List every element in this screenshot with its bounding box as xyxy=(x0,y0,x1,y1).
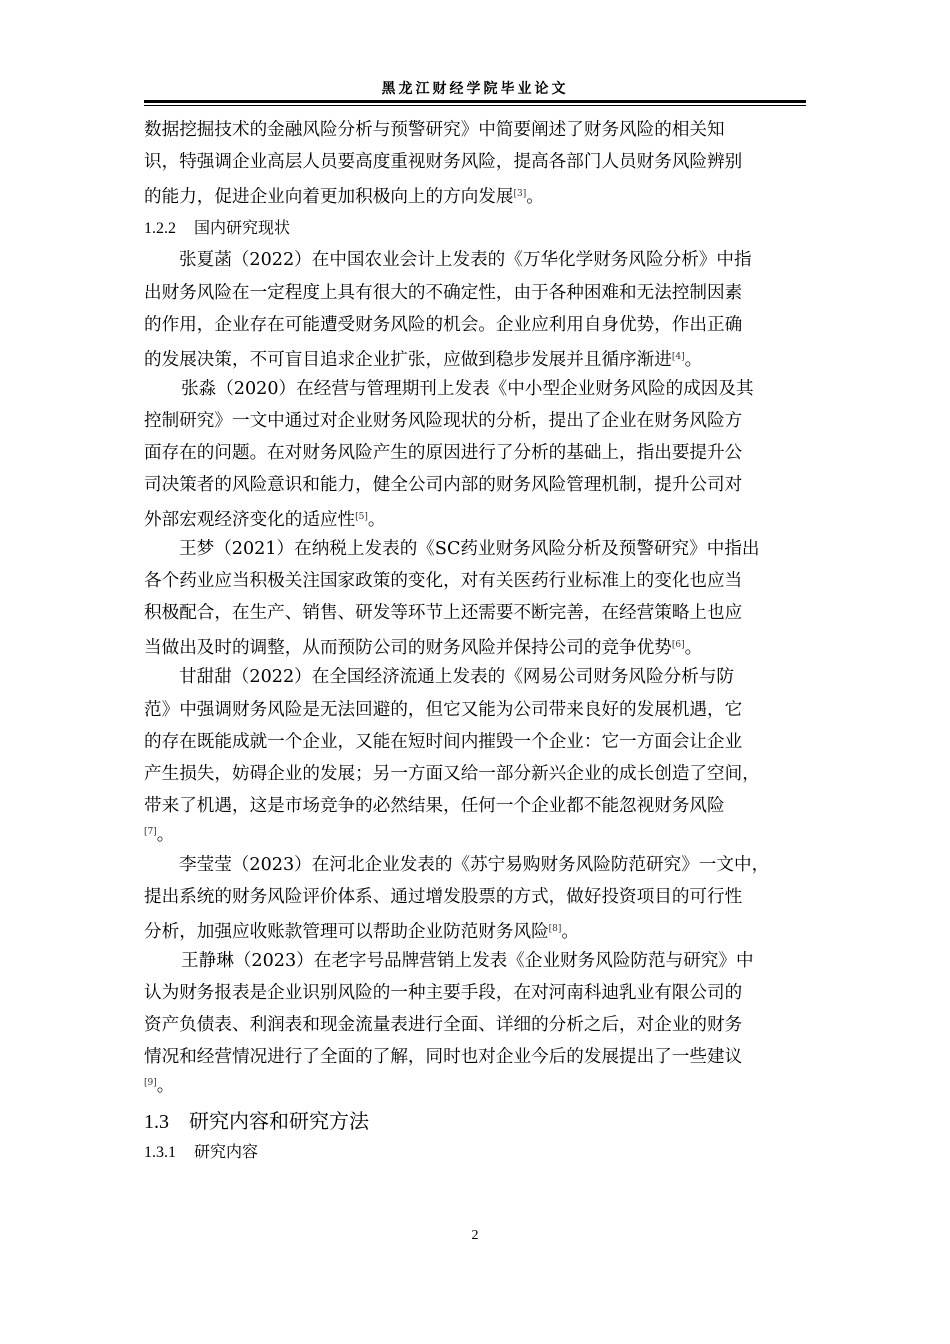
header-rule-thin xyxy=(144,105,806,106)
citation-ref: [4] xyxy=(671,352,685,362)
paragraph-line xyxy=(144,917,579,944)
paragraph-line: 情况和经营情况进行了全面的了解，同时也对企业今后的发展提出了一些建议 xyxy=(144,1047,743,1067)
paragraph-line: 资产负债表、利润表和现金流量表进行全面、详细的分析之后，对企业的财务 xyxy=(144,1015,743,1035)
paragraph-line: 王梦（2021）在纳税上发表的《SC药业财务风险分析及预警研究》中指出 xyxy=(179,539,760,559)
paragraph-line: 的作用，企业存在可能遭受财务风险的机会。企业应利用自身优势，作出正确 xyxy=(144,315,743,335)
page-number: 2 xyxy=(471,1228,479,1243)
period: 。 xyxy=(367,510,386,530)
period: 。 xyxy=(684,638,703,658)
heading-number: 1.3 xyxy=(144,1111,169,1133)
line-text: 的发展决策，不可盲目追求企业扩张，应做到稳步发展并且循序渐进 xyxy=(144,350,672,370)
paragraph-line: 数据挖掘技术的金融风险分析与预警研究》中简要阐述了财务风险的相关知 xyxy=(144,120,725,140)
running-header: 黑龙江财经学院毕业论文 xyxy=(381,81,569,97)
paragraph-line: 王静琳（2023）在老字号品牌营销上发表《企业财务风险防范与研究》中 xyxy=(181,951,754,971)
heading-text: 研究内容 xyxy=(194,1142,259,1161)
paragraph-line: 提出系统的财务风险评价体系、通过增发股票的方式，做好投资项目的可行性 xyxy=(144,887,743,907)
paragraph-line: 各个药业应当积极关注国家政策的变化，对有关医药行业标准上的变化也应当 xyxy=(144,571,743,591)
heading-number: 1.2.2 xyxy=(144,220,176,237)
period: 。 xyxy=(156,825,175,845)
paragraph-line: 李莹莹（2023）在河北企业发表的《苏宁易购财务风险防范研究》一文中， xyxy=(179,855,770,875)
line-text: 的能力，促进企业向着更加积极向上的方向发展 xyxy=(144,187,514,207)
paragraph-line xyxy=(144,820,174,847)
citation-ref: [3] xyxy=(513,189,527,199)
paragraph-line: 面存在的问题。在对财务风险产生的原因进行了分析的基础上，指出要提升公 xyxy=(144,443,743,463)
paragraph-line: 张淼（2020）在经营与管理期刊上发表《中小型企业财务风险的成因及其 xyxy=(181,379,754,399)
section-heading-1-2-2 xyxy=(144,216,290,241)
paragraph-line xyxy=(144,1071,174,1098)
citation-ref: [6] xyxy=(671,640,685,650)
paragraph-line: 甘甜甜（2022）在全国经济流通上发表的《网易公司财务风险分析与防 xyxy=(179,667,734,687)
citation-ref: [9] xyxy=(144,1078,157,1088)
paragraph-line: 出财务风险在一定程度上具有很大的不确定性，由于各种困难和无法控制因素 xyxy=(144,283,743,303)
heading-number: 1.3.1 xyxy=(144,1144,176,1161)
period: 。 xyxy=(561,922,580,942)
paragraph-line: 产生损失，妨碍企业的发展；另一方面又给一部分新兴企业的成长创造了空间， xyxy=(144,764,760,784)
paragraph-line: 张夏菡（2022）在中国农业会计上发表的《万华化学财务风险分析》中指 xyxy=(179,250,752,270)
period: 。 xyxy=(684,350,703,370)
line-text: 当做出及时的调整，从而预防公司的财务风险并保持公司的竞争优势 xyxy=(144,638,672,658)
paragraph-line: 范》中强调财务风险是无法回避的，但它又能为公司带来良好的发展机遇，它 xyxy=(144,700,743,720)
paragraph-line: 识，特强调企业高层人员要高度重视财务风险，提高各部门人员财务风险辨别 xyxy=(144,152,743,172)
citation-ref: [7] xyxy=(144,827,157,837)
line-text: 分析，加强应收账款管理可以帮助企业防范财务风险 xyxy=(144,922,549,942)
paragraph-line: 控制研究》一文中通过对企业财务风险现状的分析，提出了企业在财务风险方 xyxy=(144,411,743,431)
paragraph-line xyxy=(144,633,702,660)
paragraph-line: 积极配合，在生产、销售、研发等环节上还需要不断完善，在经营策略上也应 xyxy=(144,603,743,623)
paragraph-line xyxy=(144,345,702,372)
line-text: 外部宏观经济变化的适应性 xyxy=(144,510,356,530)
citation-ref: [5] xyxy=(355,512,368,522)
section-heading-1-3-1 xyxy=(144,1140,258,1165)
header-rule-thick xyxy=(144,100,806,103)
paragraph-line: 认为财务报表是企业识别风险的一种主要手段，在对河南科迪乳业有限公司的 xyxy=(144,983,743,1003)
paragraph-line xyxy=(144,182,544,209)
heading-text: 国内研究现状 xyxy=(194,218,291,237)
period: 。 xyxy=(526,187,544,207)
period: 。 xyxy=(156,1076,175,1096)
section-heading-1-3 xyxy=(144,1107,369,1136)
paragraph-line: 的存在既能成就一个企业，又能在短时间内摧毁一个企业：它一方面会让企业 xyxy=(144,732,743,752)
paragraph-line xyxy=(144,505,386,532)
paragraph-line: 带来了机遇，这是市场竞争的必然结果，任何一个企业都不能忽视财务风险 xyxy=(144,796,725,816)
paragraph-line: 司决策者的风险意识和能力，健全公司内部的财务风险管理机制，提升公司对 xyxy=(144,475,743,495)
citation-ref: [8] xyxy=(548,924,562,934)
heading-text: 研究内容和研究方法 xyxy=(189,1109,369,1133)
